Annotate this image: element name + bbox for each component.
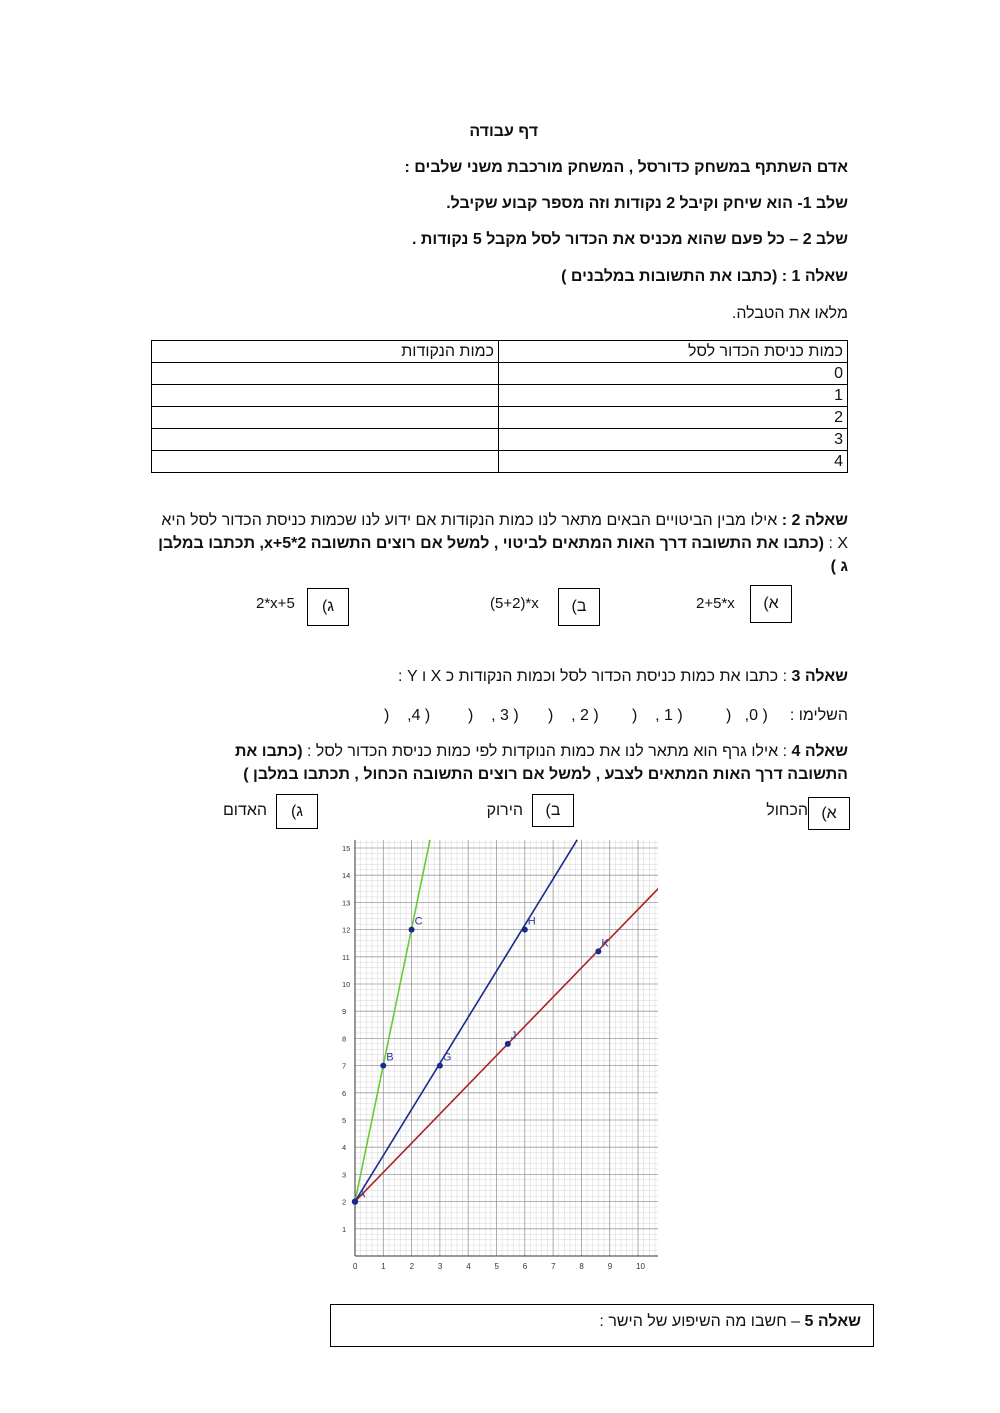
- pair-4[interactable]: ) ( 4,: [384, 707, 431, 724]
- question-4-body: : אילו גרף הוא מתאר לנו את כמות הנוקדות לפי כמות כניסת הכדור לסל :: [306, 743, 788, 760]
- q2-option-c-expr: 2*x+5: [256, 595, 295, 612]
- q4-option-c-box[interactable]: [276, 794, 318, 829]
- y-tick-label: 13: [342, 898, 351, 908]
- y-tick-label: 11: [342, 952, 350, 962]
- x-tick-label: 2: [409, 1262, 415, 1271]
- y-tick-label: 15: [342, 844, 351, 853]
- q4-option-c-letter: ג): [290, 803, 304, 820]
- q2-option-c-letter: ג): [321, 598, 335, 615]
- x-tick-label: 0: [353, 1262, 358, 1271]
- q2-option-b-box[interactable]: [558, 588, 600, 626]
- row-points-input[interactable]: [152, 385, 499, 407]
- table-row: [152, 407, 848, 429]
- pair-1[interactable]: ) ( 1 ,: [632, 707, 683, 724]
- y-tick-label: 9: [342, 1007, 347, 1017]
- point-label-B: B: [386, 1051, 394, 1064]
- step-1-text: שלב 1- הוא שיחק וקיבל 2 נקודות וזה מספר קבוע שקיבל.: [446, 195, 848, 212]
- table-row: [152, 363, 848, 385]
- row-points-input[interactable]: [152, 407, 499, 429]
- x-tick-label: 7: [551, 1262, 556, 1271]
- x-tick-label: 3: [437, 1262, 443, 1271]
- intro-text: אדם השתתף במשחק כדורסל , המשחק מורכבת משני שלבים :: [404, 159, 848, 176]
- x-tick-label: 6: [522, 1262, 528, 1271]
- row-points-input[interactable]: [152, 363, 499, 385]
- question-4-label: שאלה 4: [791, 743, 848, 760]
- y-tick-label: 2: [342, 1197, 347, 1207]
- y-tick-label: 12: [342, 925, 351, 935]
- point-label-K: K: [601, 937, 609, 950]
- table-row: [152, 451, 848, 473]
- y-tick-label: 3: [342, 1170, 347, 1180]
- point-label-J: J: [510, 1029, 517, 1042]
- points-table: [151, 340, 848, 473]
- question-4-text: [235, 743, 848, 761]
- pair-3[interactable]: ) ( 3 ,: [468, 707, 519, 724]
- step-2-text: שלב 2 – כל פעם שהוא מכניס את הכדור לסל מקבל 5 נקודות .: [412, 231, 848, 248]
- x-tick-label: 4: [466, 1262, 471, 1271]
- row-points-input[interactable]: [152, 451, 499, 473]
- row-baskets: 1: [499, 385, 848, 407]
- row-points-input[interactable]: [152, 429, 499, 451]
- q4-option-b-box[interactable]: [532, 794, 574, 827]
- y-tick-label: 4: [342, 1143, 347, 1153]
- question-3-label: שאלה 3: [791, 668, 848, 685]
- point-label-C: C: [414, 915, 423, 928]
- row-baskets: 4: [499, 451, 848, 473]
- x-tick-label: 1: [381, 1262, 386, 1271]
- question-4-bold-start: (כתבו את: [234, 743, 303, 760]
- row-baskets: 2: [499, 407, 848, 429]
- row-baskets: 0: [499, 363, 848, 385]
- header-points: כמות הנקודות: [152, 341, 499, 363]
- q4-option-a-letter: א): [821, 805, 837, 822]
- point-label-A: A: [358, 1188, 366, 1201]
- table-row: [152, 385, 848, 407]
- y-tick-label: 14: [342, 871, 351, 881]
- question-2-instruction: (כתבו את התשובה דרך האות המתאים לביטוי , למשל אם רוצים התשובה 2*x+5, תכתבו במלבן ג ): [158, 535, 848, 575]
- question-2-text: [148, 509, 848, 578]
- table-row: [152, 429, 848, 451]
- pair-0[interactable]: ) ( 0,: [726, 707, 768, 724]
- question-3-text: [398, 668, 848, 686]
- q4-option-b-letter: ב): [545, 802, 561, 819]
- row-baskets: 3: [499, 429, 848, 451]
- q2-option-b-expr: (5+2)*x: [490, 595, 539, 612]
- question-3-complete: השלימו :: [789, 707, 848, 724]
- question-5-body: – חשבו מה השיפוע של הישר :: [599, 1313, 801, 1330]
- point-label-H: H: [527, 915, 536, 928]
- q2-option-b-letter: ב): [571, 598, 587, 615]
- question-1-instruction: מלאו את הטבלה.: [731, 305, 848, 322]
- y-tick-label: 8: [342, 1034, 347, 1044]
- y-tick-label: 10: [342, 980, 351, 989]
- y-tick-label: 1: [342, 1224, 347, 1234]
- header-baskets: כמות כניסת הכדור לסל: [499, 341, 848, 363]
- point-label-G: G: [442, 1051, 452, 1064]
- q4-option-a-color: הכחול: [766, 802, 808, 819]
- x-tick-label: 8: [579, 1262, 584, 1271]
- page-title: דף עבודה: [469, 123, 538, 140]
- question-1-label: שאלה 1 : (כתבו את התשובות במלבנים ): [561, 268, 848, 285]
- question-2-label: שאלה 2 :: [781, 512, 848, 529]
- x-tick-label: 5: [494, 1262, 499, 1271]
- q2-option-a-box[interactable]: [750, 585, 792, 623]
- pair-2[interactable]: ) ( 2 ,: [548, 707, 599, 724]
- y-tick-label: 7: [342, 1061, 347, 1071]
- question-5-label: שאלה 5: [804, 1313, 861, 1330]
- y-tick-label: 6: [342, 1088, 347, 1098]
- q4-option-a-box[interactable]: [808, 797, 850, 830]
- q2-option-c-box[interactable]: [307, 588, 349, 626]
- q4-option-c-color: האדום: [222, 802, 267, 819]
- q4-option-b-color: הירוק: [486, 802, 523, 819]
- y-tick-label: 5: [342, 1116, 347, 1125]
- q2-option-a-expr: 2+5*x: [696, 595, 735, 612]
- q2-option-a-letter: א): [763, 595, 779, 612]
- x-tick-label: 10: [636, 1262, 645, 1271]
- x-tick-label: 9: [607, 1262, 613, 1271]
- question-5-box[interactable]: [330, 1304, 874, 1347]
- table-header-row: [152, 341, 848, 363]
- question-4-instruction: התשובה דרך האות המתאים לצבע , למשל אם רוצים התשובה הכחול , תכתבו במלבן ): [243, 766, 848, 783]
- lines-graph: [340, 836, 658, 1272]
- question-3-body: : כתבו את כמות כניסת הכדור לסל וכמות הנקודות כ X ו Y :: [398, 668, 788, 685]
- question-2-body: אילו מבין הביטויים הבאים מתאר לנו כמות הנקודות אם ידוע לנו שכמות כניסת הכדור לסל היא X :: [161, 512, 848, 552]
